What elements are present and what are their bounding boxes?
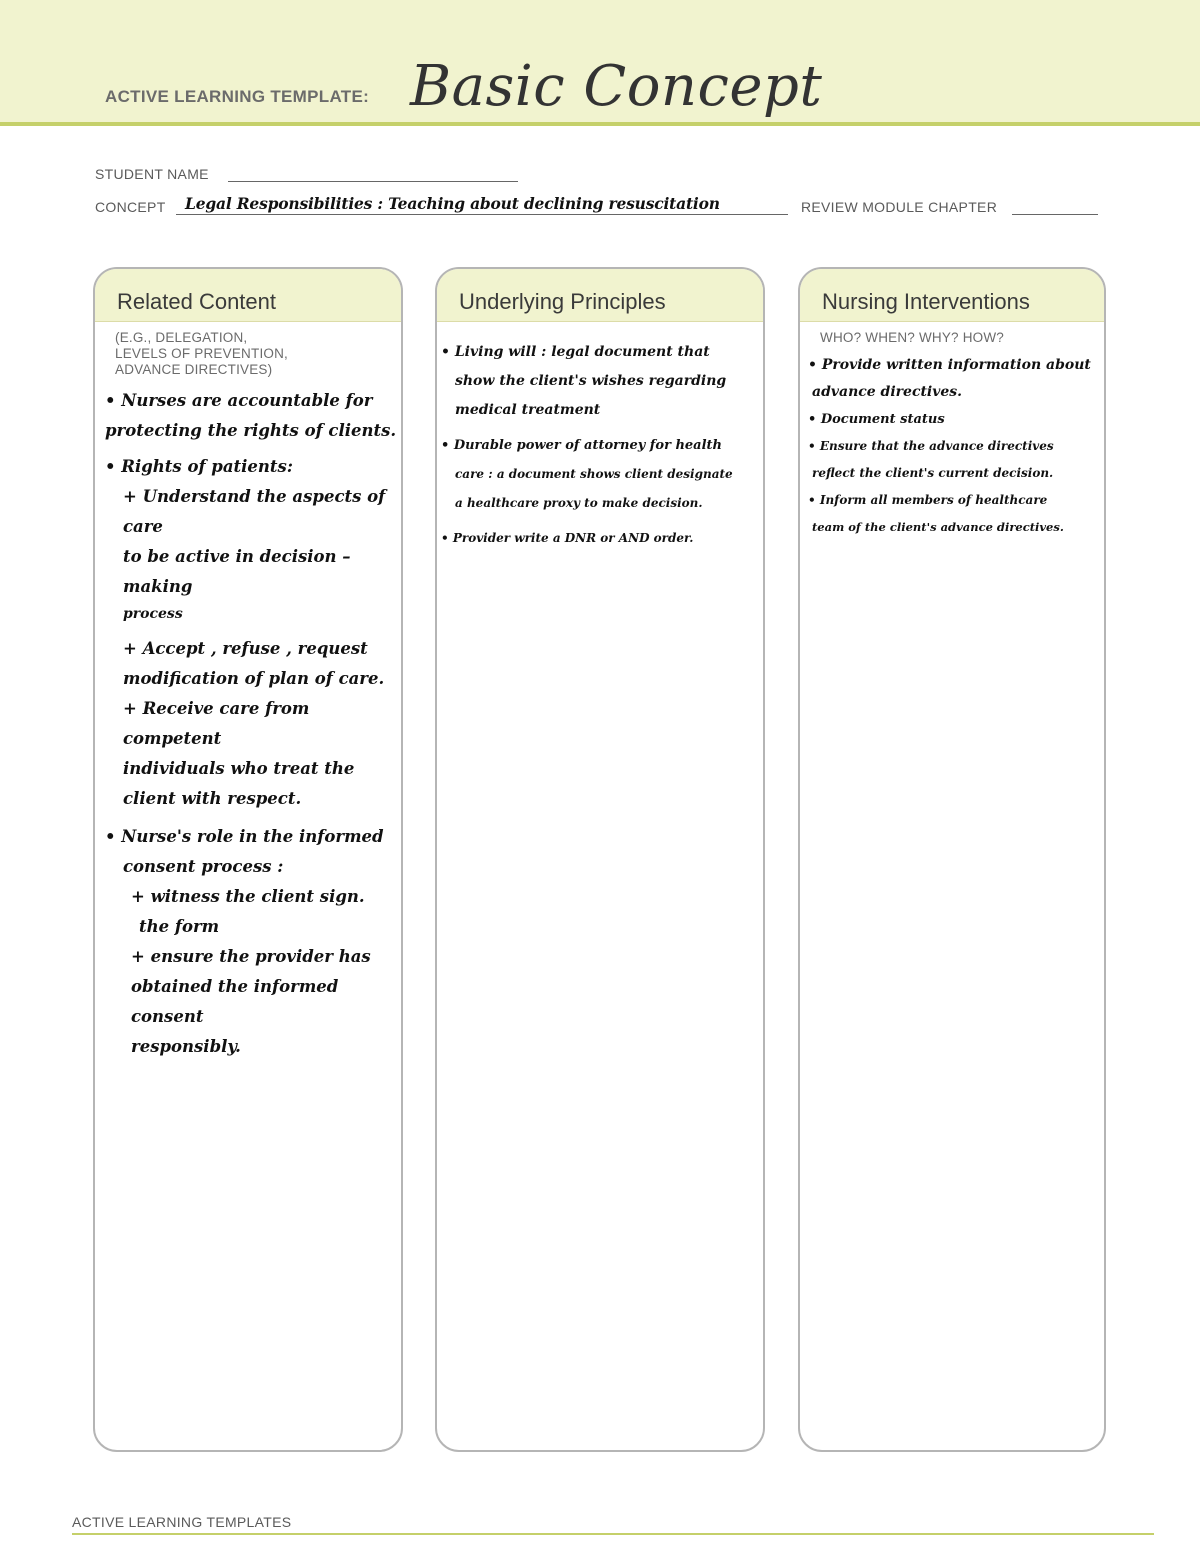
student-name-field[interactable]	[228, 181, 518, 182]
note-line: • Nurses are accountable for	[105, 391, 373, 410]
note-line: + Receive care from competent	[123, 699, 310, 748]
subtitle-line: ADVANCE DIRECTIVES)	[115, 362, 273, 377]
nursing-interventions-notes	[800, 346, 1104, 541]
footer-divider	[72, 1533, 1154, 1535]
note-line: medical treatment	[455, 402, 601, 418]
related-content-title: Related Content	[95, 269, 401, 322]
note-line: • Provider write a DNR or AND order.	[441, 531, 694, 545]
note-line: process	[123, 606, 183, 622]
concept-field[interactable]	[176, 214, 788, 215]
note-line: team of the client's advance directives.	[812, 520, 1064, 534]
note-line: responsibly.	[131, 1037, 241, 1056]
underlying-principles-panel	[435, 267, 765, 1452]
review-module-field[interactable]	[1012, 214, 1098, 215]
footer-label: ACTIVE LEARNING TEMPLATES	[72, 1514, 292, 1530]
note-line: • Document status	[808, 412, 945, 427]
underlying-principles-title: Underlying Principles	[437, 269, 763, 322]
nursing-interventions-panel	[798, 267, 1106, 1452]
note-line: show the client's wishes regarding	[455, 373, 727, 389]
related-content-panel	[93, 267, 403, 1452]
nursing-interventions-subtitle: WHO? WHEN? WHY? HOW?	[820, 330, 1005, 345]
template-label: ACTIVE LEARNING TEMPLATE:	[105, 87, 370, 106]
note-line: a healthcare proxy to make decision.	[455, 496, 703, 510]
underlying-principles-notes	[437, 322, 763, 553]
note-line: care : a document shows client designate	[455, 467, 733, 481]
nursing-interventions-title: Nursing Interventions	[800, 269, 1104, 322]
note-line: reflect the client's current decision.	[812, 466, 1054, 480]
note-line: obtained the informed consent	[131, 977, 339, 1026]
note-line: to be active in decision – making	[123, 547, 351, 596]
note-line: advance directives.	[812, 384, 963, 400]
note-line: the form	[139, 917, 220, 936]
concept-label: CONCEPT	[95, 199, 166, 215]
note-line: • Provide written information about	[808, 357, 1091, 373]
note-line: • Rights of patients:	[105, 457, 293, 476]
note-line: + Understand the aspects of care	[123, 487, 386, 536]
related-content-notes	[95, 378, 401, 1062]
subtitle-line: (E.G., DELEGATION,	[115, 330, 248, 345]
note-line: modification of plan of care.	[123, 669, 385, 688]
template-title: Basic Concept	[410, 54, 823, 119]
student-name-label: STUDENT NAME	[95, 166, 209, 182]
subtitle-line: LEVELS OF PREVENTION,	[115, 346, 288, 361]
concept-value: Legal Responsibilities : Teaching about declining resuscitation	[185, 194, 720, 213]
note-line: + witness the client sign.	[131, 887, 365, 906]
note-line: individuals who treat the	[123, 759, 355, 778]
review-module-label: REVIEW MODULE CHAPTER	[801, 199, 998, 215]
note-line: • Ensure that the advance directives	[808, 439, 1054, 453]
note-line: • Inform all members of healthcare	[808, 493, 1048, 507]
header-divider	[0, 122, 1200, 126]
note-line: + Accept , refuse , request	[123, 639, 368, 658]
note-line: + ensure the provider has	[131, 947, 371, 966]
note-line: • Durable power of attorney for health	[441, 438, 722, 453]
note-line: consent process :	[123, 857, 284, 876]
note-line: • Nurse's role in the informed	[105, 827, 384, 846]
note-line: • Living will : legal document that	[441, 344, 710, 360]
note-line: protecting the rights of clients.	[105, 421, 397, 440]
note-line: client with respect.	[123, 789, 302, 808]
related-content-subtitle	[95, 322, 401, 378]
